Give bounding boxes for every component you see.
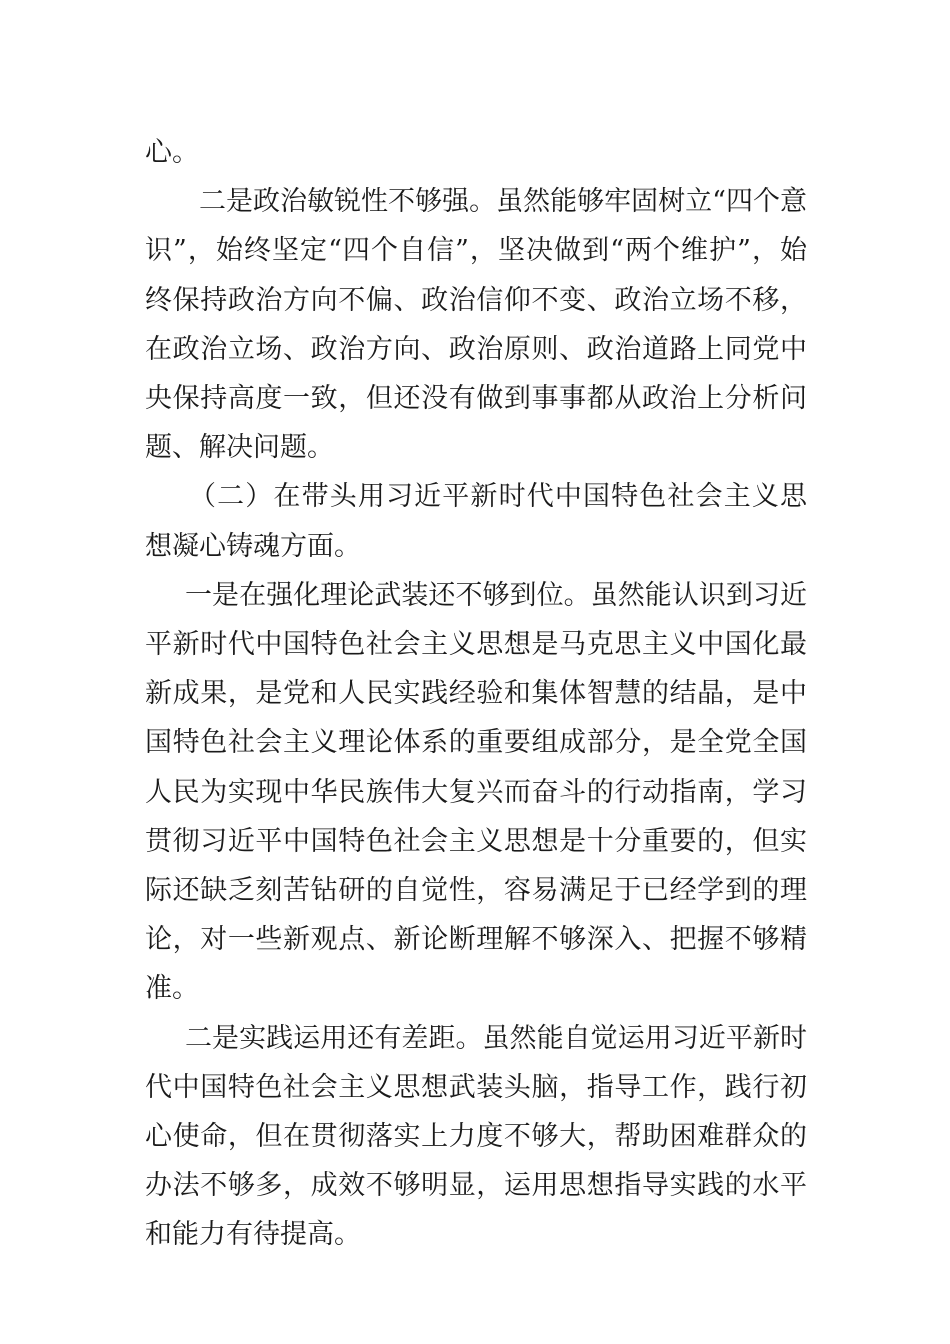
paragraph-theory-arming: 一是在强化理论武装还不够到位。虽然能认识到习近平新时代中国特色社会主义思想是马克思主义中国化最新成果，是党和人民实践经验和集体智慧的结晶，是中国特色社会主义理论体系的重要组成部分，是全党全国人民为实现中华民族伟大复兴而奋斗的行动指南，学习贯彻习近平中国特色社会主义思想是十分重要的，但实际还缺乏刻苦钻研的自觉性，容易满足于已经学到的理论，对一些新观点、新论断理解不够深入、把握不够精准。 xyxy=(145,579,807,1005)
paragraph-practice-application: 二是实践运用还有差距。虽然能自觉运用习近平新时代中国特色社会主义思想武装头脑，指导工作，践行初心使命，但在贯彻落实上力度不够大，帮助困难群众的办法不够多，成效不够明显，运用思想指导实践的水平和能力有待提高。 xyxy=(145,1022,807,1251)
document-body xyxy=(145,128,807,1260)
paragraph-continuation: 心。 xyxy=(145,137,199,168)
paragraph-political-sensitivity: 二是政治敏锐性不够强。虽然能够牢固树立“四个意识”，始终坚定“四个自信”，坚决做到“两个维护”，始终保持政治方向不偏、政治信仰不变、政治立场不移，在政治立场、政治方向、政治原则、政治道路上同党中央保持高度一致，但还没有做到事事都从政治上分析问题、解决问题。 xyxy=(145,186,807,464)
section-heading-two: （二）在带头用习近平新时代中国特色社会主义思想凝心铸魂方面。 xyxy=(145,481,807,562)
